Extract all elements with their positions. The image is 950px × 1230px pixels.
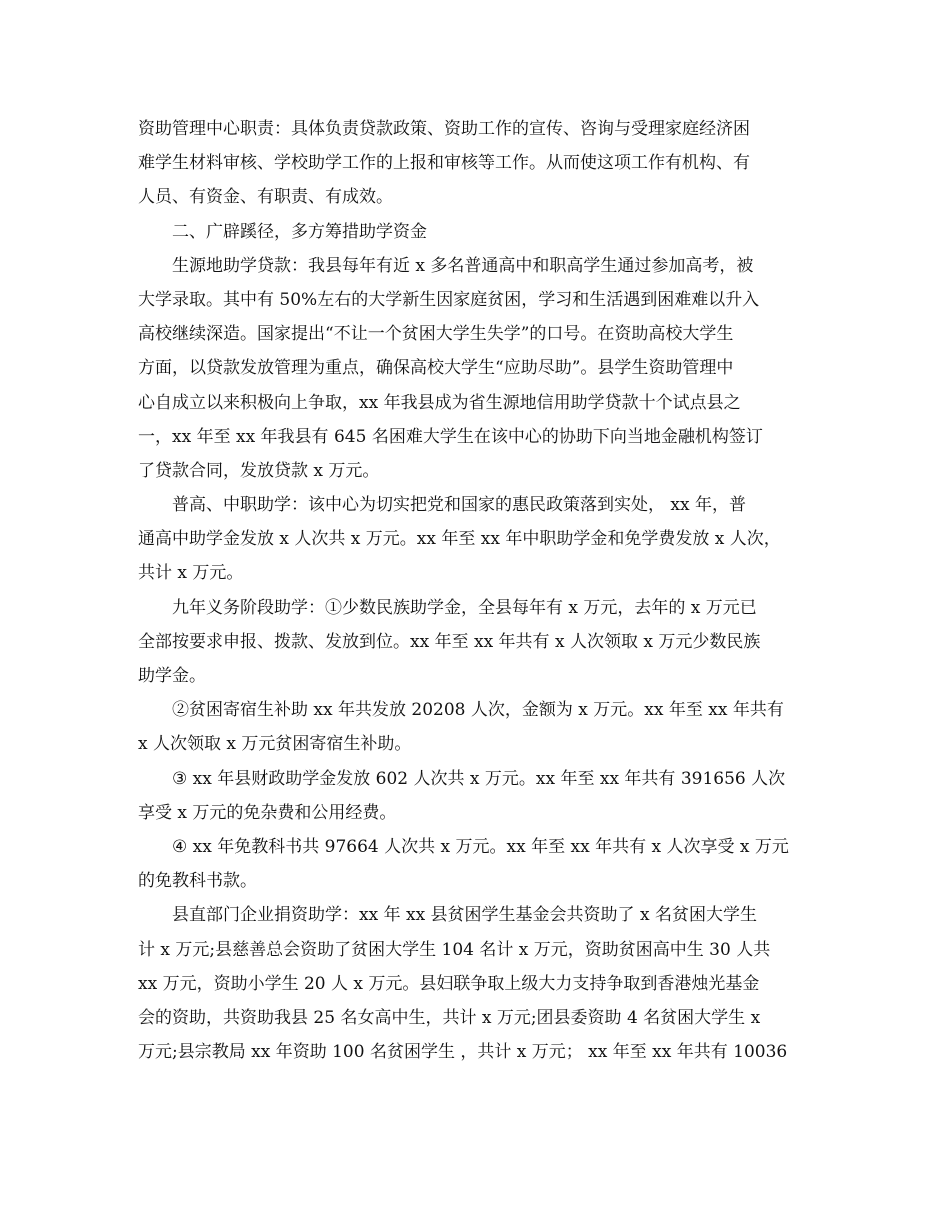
text-line: 县直部门企业捐资助学：xx 年 xx 县贫困学生基金会共资助了 x 名贫困大学生 <box>172 905 757 926</box>
text-line: 通高中助学金发放 x 人次共 x 万元。xx 年至 xx 年中职助学金和免学费发放 x 人次， <box>138 529 781 550</box>
paragraph-donations <box>138 898 810 1069</box>
section-heading <box>138 215 810 249</box>
paragraph-high-school-aid <box>138 488 810 591</box>
text-line: 共计 x 万元。 <box>138 563 244 584</box>
text-line: 方面，以贷款发放管理为重点，确保高校大学生“应助尽助”。县学生资助管理中 <box>138 358 734 379</box>
text-line: ③ xx 年县财政助学金发放 602 人次共 x 万元。xx 年至 xx 年共有 391656 人次 <box>172 768 786 789</box>
text-line: ④ xx 年免教科书共 97664 人次共 x 万元。xx 年至 xx 年共有 x 人次享受 x 万元 <box>172 836 789 857</box>
paragraph-student-loans <box>138 249 810 488</box>
text-line: 了贷款合同，发放贷款 x 万元。 <box>138 460 380 481</box>
paragraph-compulsory-education-aid <box>138 591 810 694</box>
text-line: 资助管理中心职责：具体负责贷款政策、资助工作的宣传、咨询与受理家庭经济困 <box>138 119 750 139</box>
text-line: 大学录取。其中有 50%左右的大学新生因家庭贫困，学习和生活遇到困难难以升入 <box>138 289 760 310</box>
text-line: 一，xx 年至 xx 年我县有 645 名困难大学生在该中心的协助下向当地金融机构签订 <box>138 426 763 447</box>
paragraph-responsibilities <box>138 112 810 215</box>
text-line: 普高、中职助学：该中心为切实把党和国家的惠民政策落到实处， xx 年，普 <box>172 495 746 516</box>
paragraph-boarding-subsidy <box>138 693 810 761</box>
text-line: 会的资助，共资助我县 25 名女高中生，共计 x 万元;团县委资助 4 名贫困大学生 x <box>138 1007 761 1028</box>
paragraph-county-finance-aid <box>138 762 810 830</box>
text-line: 人员、有资金、有职责、有成效。 <box>138 187 393 208</box>
paragraph-free-textbooks <box>138 830 810 898</box>
text-line: 二、广辟蹊径，多方筹措助学资金 <box>172 221 427 242</box>
text-line: 享受 x 万元的免杂费和公用经费。 <box>138 802 397 823</box>
text-line: x 人次领取 x 万元贫困寄宿生补助。 <box>138 734 412 755</box>
text-line: 难学生材料审核、学校助学工作的上报和审核等工作。从而使这项工作有机构、有 <box>138 153 750 174</box>
text-line: 全部按要求申报、拨款、发放到位。xx 年至 xx 年共有 x 人次领取 x 万元少数民族 <box>138 631 761 652</box>
text-line: 高校继续深造。国家提出“不让一个贫困大学生失学”的口号。在资助高校大学生 <box>138 324 734 345</box>
text-line: ②贫困寄宿生补助 xx 年共发放 20208 人次，金额为 x 万元。xx 年至 xx 年共有 <box>172 700 784 721</box>
document-body <box>138 112 810 1069</box>
text-line: 的免教科书款。 <box>138 871 257 892</box>
text-line: 九年义务阶段助学：①少数民族助学金，全县每年有 x 万元，去年的 x 万元已 <box>172 597 757 618</box>
text-line: xx 万元，资助小学生 20 人 x 万元。县妇联争取上级大力支持争取到香港烛光基金 <box>138 973 760 994</box>
text-line: 生源地助学贷款：我县每年有近 x 多名普通高中和职高学生通过参加高考，被 <box>172 255 754 276</box>
text-line: 万元;县宗教局 xx 年资助 100 名贫困学生 ，共计 x 万元； xx 年至 xx 年共有 10036 <box>138 1042 788 1063</box>
text-line: 助学金。 <box>138 666 206 686</box>
text-line: 心自成立以来积极向上争取，xx 年我县成为省生源地信用助学贷款十个试点县之 <box>138 392 741 413</box>
text-line: 计 x 万元;县慈善总会资助了贫困大学生 104 名计 x 万元，资助贫困高中生 30 人共 <box>138 939 771 960</box>
